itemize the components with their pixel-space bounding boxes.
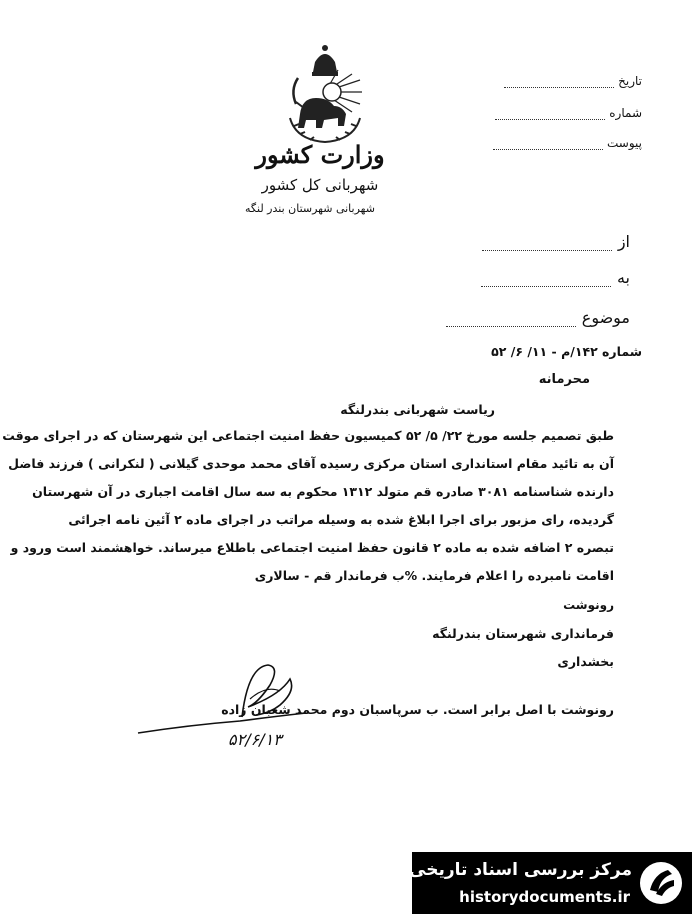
ministry-title: وزارت کشور bbox=[255, 140, 385, 169]
classification: محرمانه bbox=[538, 372, 590, 387]
handwritten-signature bbox=[130, 655, 320, 755]
cc-intro: رونوشت bbox=[563, 598, 614, 612]
police-hq-title: شهربانی کل کشور bbox=[261, 176, 379, 194]
subject-label: موضوع bbox=[581, 308, 630, 327]
cc-governorate: فرمانداری شهرستان بندرلنگه bbox=[432, 626, 614, 641]
from-label: از bbox=[617, 232, 630, 251]
from-blank bbox=[482, 236, 612, 251]
body-line-5: تبصره ۲ اضافه شده به ماده ۲ قانون حفظ امنیت اجتماعی باطلاع میرساند. خواهشمند است ورود و bbox=[10, 540, 614, 555]
number-label: شماره bbox=[609, 106, 642, 120]
body-line-2: آن به تائید مقام استانداری استان مرکزی رسیده آقای محمد موحدی گیلانی ( لنکرانی ) فرزند فاضل bbox=[8, 456, 614, 471]
number-row bbox=[495, 106, 642, 120]
cc-district: بخشداری bbox=[557, 654, 614, 669]
to-row bbox=[481, 268, 630, 287]
number-blank bbox=[495, 107, 605, 120]
subject-row bbox=[446, 308, 630, 327]
date-row bbox=[504, 74, 642, 88]
date-label: تاریخ bbox=[618, 74, 642, 88]
from-row bbox=[482, 232, 630, 251]
attachment-blank bbox=[493, 137, 603, 150]
lion-and-sun-emblem-icon bbox=[282, 42, 368, 146]
archive-logo-icon bbox=[638, 860, 684, 906]
date-blank bbox=[504, 75, 614, 88]
certified-copy-line: رونوشت با اصل برابر است. ب سرپاسبان دوم محمد شعبان زاده bbox=[221, 702, 614, 717]
attachment-label: پیوست bbox=[607, 136, 642, 150]
recipient: ریاست شهربانی بندرلنگه bbox=[340, 402, 495, 417]
body-line-4: گردیده، رای مزبور برای اجرا ابلاغ شده به وسیله مراتب در اجرای ماده ۲ آئین نامه اجرائی bbox=[68, 512, 614, 527]
archive-title: مرکز بررسی اسناد تاریخی bbox=[409, 860, 632, 880]
body-line-1: طبق تصمیم جلسه مورخ ۲۲/ ۵/ ۵۲ کمیسیون حفظ امنیت اجتماعی این شهرستان که در اجرای موقت bbox=[2, 428, 614, 443]
to-blank bbox=[481, 272, 611, 287]
body-line-6: اقامت نامبرده را اعلام فرمایند. %ب فرماندار قم - سالاری bbox=[254, 568, 614, 583]
subject-blank bbox=[446, 312, 576, 327]
handwritten-date: ۵۲/۶/۱۳ bbox=[228, 730, 282, 749]
body-line-3: دارنده شناسنامه ۳۰۸۱ صادره قم متولد ۱۳۱۲ محکوم به سه سال اقامت اجباری در آن شهرستان bbox=[32, 484, 614, 499]
reference-number: شماره ۱۴۲/م - ۱۱/ ۶/ ۵۲ bbox=[491, 344, 642, 359]
police-city-title: شهربانی شهرستان بندر لنگه bbox=[245, 202, 375, 215]
archive-watermark bbox=[409, 852, 692, 914]
attachment-row bbox=[493, 136, 642, 150]
archive-url: historydocuments.ir bbox=[459, 888, 630, 906]
to-label: به bbox=[616, 268, 630, 287]
